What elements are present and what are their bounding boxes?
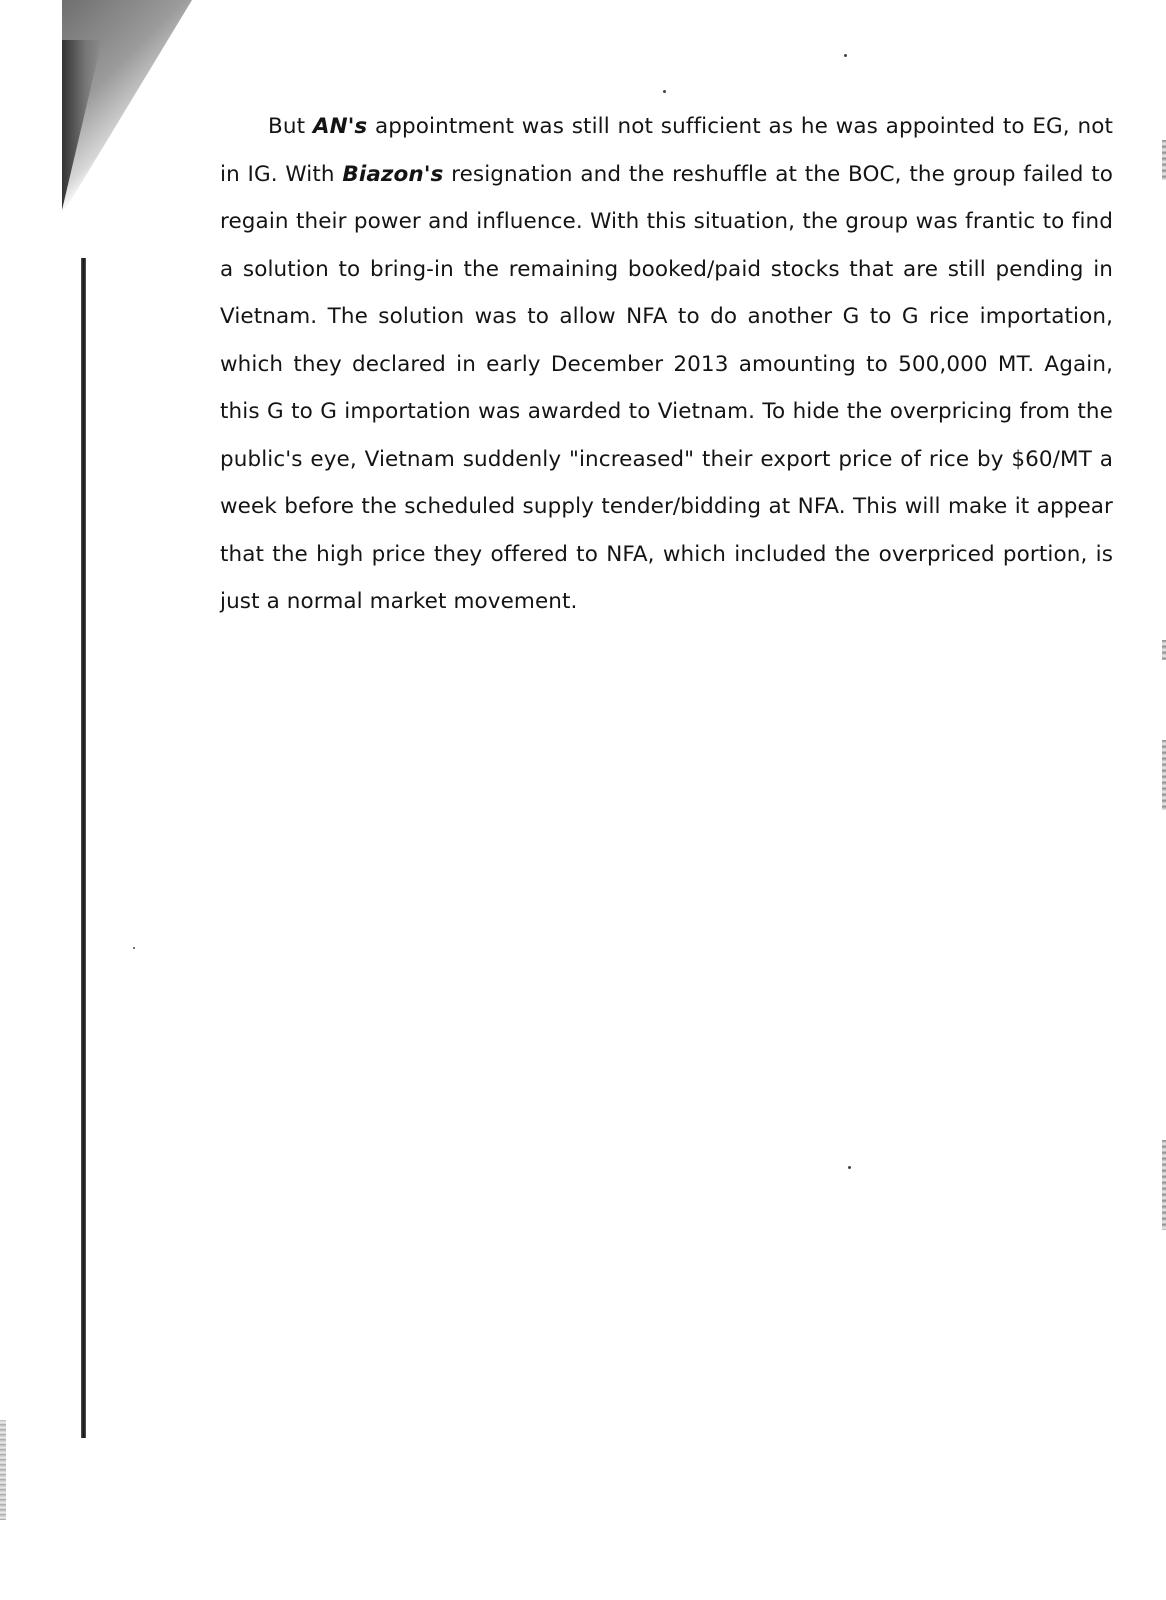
scan-right-edge-noise <box>1162 1140 1166 1230</box>
paragraph-text: appointment was still not sufficient as he was appointed to EG, not in IG. With <box>220 114 1113 187</box>
scan-speck <box>844 54 847 57</box>
scan-right-edge-noise <box>1162 740 1166 810</box>
scan-binding-line <box>81 258 86 1438</box>
paragraph-text: But <box>268 114 313 139</box>
scan-speck <box>133 947 135 949</box>
scan-right-edge-noise <box>1162 640 1166 660</box>
scan-left-edge-noise <box>0 1420 6 1520</box>
scan-speck <box>663 90 666 93</box>
scan-right-edge-noise <box>1162 140 1166 180</box>
paragraph-text: resignation and the reshuffle at the BOC, the group failed to regain their power and influence. With this situation, the group was frantic to find a solution to bring-in the remaining booked/paid stocks that are still pending in Vietnam. The solution was to allow NFA to do another G to G rice importation, which they declared in early December 2013 amounting to 500,000 MT. Again, this G to G importation was awarded to Vietnam. To hide the overpricing from the public's eye, Vietnam suddenly "increased" their export price of rice by $60/MT a week before the scheduled supply tender/bidding at NFA. This will make it appear that the high price they offered to NFA, which included the overpriced portion, is just a normal market movement. <box>220 161 1113 614</box>
scan-speck <box>848 1166 851 1169</box>
paragraph-emphasis-an: AN's <box>312 114 368 139</box>
body-paragraph <box>220 103 1113 626</box>
paragraph-emphasis-biazon: Biazon's <box>342 161 444 187</box>
